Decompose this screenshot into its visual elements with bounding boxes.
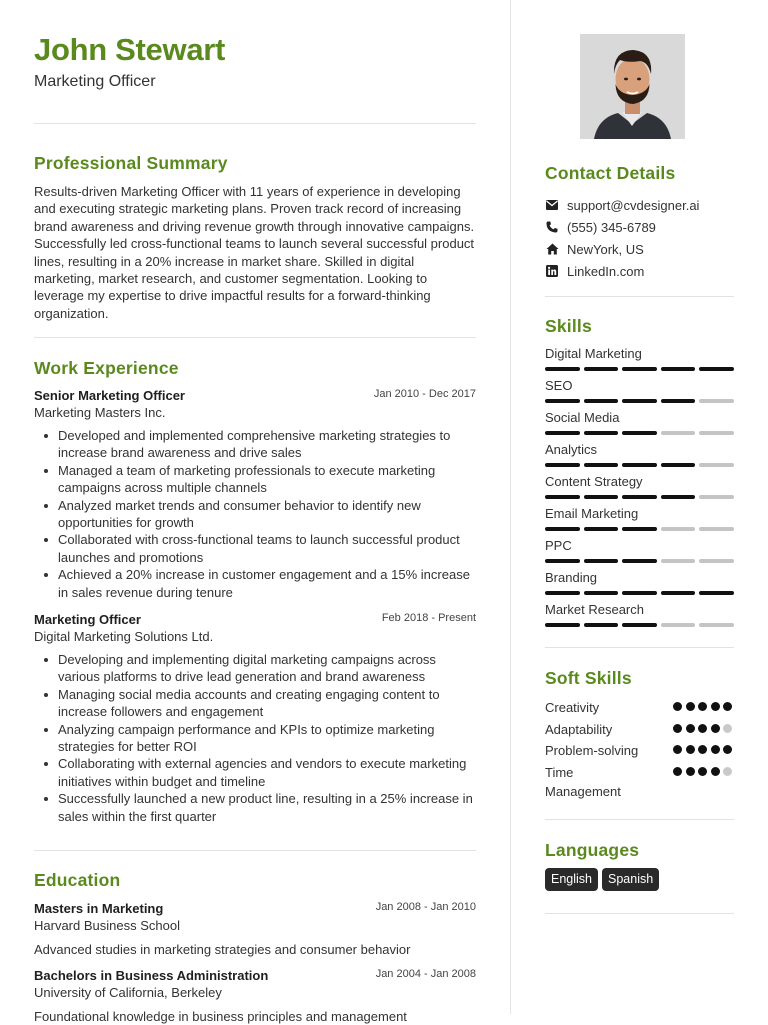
bullet-item: Analyzed market trends and consumer behavior to identify new opportunities for growth [34, 497, 476, 532]
skill-item [545, 410, 734, 435]
skill-bar-segment [545, 495, 580, 499]
education-entry [34, 967, 476, 1025]
rating-dot [698, 724, 707, 733]
skill-bar-segment [545, 591, 580, 595]
languages-heading: Languages [545, 840, 640, 860]
soft-skills-divider [545, 819, 734, 820]
skill-bar-segment [661, 431, 696, 435]
candidate-title: Marketing Officer [34, 73, 156, 90]
skills-heading: Skills [545, 316, 592, 336]
rating-dot [673, 724, 682, 733]
skill-bar-segment [622, 623, 657, 627]
education-entry [34, 900, 476, 958]
contact-email[interactable] [545, 196, 699, 214]
envelope-icon [545, 198, 559, 212]
bullet-item: Achieved a 20% increase in customer engagement and a 15% increase in sales revenue during tenure [34, 566, 476, 601]
skill-bar-segment [699, 431, 734, 435]
skill-bar-segment [699, 367, 734, 371]
skill-bar-segment [622, 367, 657, 371]
contact-email-text: support@cvdesigner.ai [567, 197, 700, 213]
skill-level-bar [545, 367, 734, 371]
skill-bar-segment [661, 495, 696, 499]
skill-bar-segment [584, 367, 619, 371]
rating-dot [673, 702, 682, 711]
skill-bar-segment [545, 431, 580, 435]
skill-bar-segment [661, 399, 696, 403]
degree-date: Jan 2008 - Jan 2010 [375, 901, 476, 913]
contact-location [545, 240, 644, 258]
skill-bar-segment [699, 591, 734, 595]
skill-bar-segment [622, 463, 657, 467]
skill-name: SEO [545, 378, 573, 393]
skill-bar-segment [584, 623, 619, 627]
skill-level-bar [545, 495, 734, 499]
skill-level-bar [545, 559, 734, 563]
bullet-item: Collaborated with cross-functional teams to launch successful product launches and promotions [34, 531, 476, 566]
skill-bar-segment [699, 527, 734, 531]
skill-bar-segment [545, 527, 580, 531]
summary-heading: Professional Summary [34, 153, 228, 173]
school-name: University of California, Berkeley [34, 985, 222, 1000]
job-role: Marketing Officer [34, 612, 141, 627]
languages-divider [545, 913, 734, 914]
portrait-image [580, 34, 685, 139]
soft-skill-rating [673, 745, 732, 754]
skill-level-bar [545, 399, 734, 403]
rating-dot [673, 767, 682, 776]
languages-list [545, 868, 659, 891]
skill-level-bar [545, 591, 734, 595]
soft-skill-item [545, 720, 734, 739]
job-date: Jan 2010 - Dec 2017 [373, 388, 476, 400]
contact-phone[interactable] [545, 218, 656, 236]
skill-bar-segment [545, 367, 580, 371]
header-divider [34, 123, 476, 124]
language-badge: English [545, 868, 598, 891]
bullet-item: Analyzing campaign performance and KPIs to optimize marketing strategies for better ROI [34, 721, 476, 756]
job-role: Senior Marketing Officer [34, 388, 185, 403]
skills-divider [545, 647, 734, 648]
job-bullets [34, 651, 476, 825]
bullet-item: Successfully launched a new product line, resulting in a 25% increase in sales within the first quarter [34, 790, 476, 825]
rating-dot [723, 767, 732, 776]
skill-bar-segment [545, 463, 580, 467]
skill-item [545, 346, 734, 371]
summary-divider [34, 337, 476, 338]
skill-bar-segment [622, 591, 657, 595]
skill-bar-segment [699, 463, 734, 467]
skill-item [545, 570, 734, 595]
experience-entry [34, 387, 476, 601]
skill-bar-segment [584, 431, 619, 435]
candidate-name: John Stewart [34, 32, 226, 67]
soft-skill-rating [673, 724, 732, 733]
soft-skill-item [545, 741, 734, 760]
job-date: Feb 2018 - Present [381, 612, 476, 624]
skill-item [545, 538, 734, 563]
school-name: Harvard Business School [34, 918, 180, 933]
skill-bar-segment [661, 367, 696, 371]
skill-bar-segment [622, 399, 657, 403]
skill-bar-segment [545, 623, 580, 627]
rating-dot [686, 702, 695, 711]
skill-item [545, 474, 734, 499]
skill-bar-segment [584, 495, 619, 499]
phone-icon [545, 220, 559, 234]
rating-dot [698, 702, 707, 711]
skill-bar-segment [699, 399, 734, 403]
skill-level-bar [545, 431, 734, 435]
skill-bar-segment [661, 623, 696, 627]
education-heading: Education [34, 870, 121, 890]
contact-divider [545, 296, 734, 297]
contact-heading: Contact Details [545, 163, 676, 183]
skill-level-bar [545, 623, 734, 627]
contact-linkedin[interactable] [545, 262, 644, 280]
skill-bar-segment [661, 559, 696, 563]
rating-dot [686, 724, 695, 733]
soft-skill-name: Adaptability [545, 722, 613, 737]
skill-name: Social Media [545, 410, 620, 425]
degree-description: Foundational knowledge in business principles and management [34, 1009, 407, 1024]
skill-name: Branding [545, 570, 598, 585]
skill-bar-segment [545, 559, 580, 563]
bullet-item: Developing and implementing digital marketing campaigns across various platforms to drive lead generation and brand awareness [34, 651, 476, 686]
rating-dot [698, 745, 707, 754]
rating-dot [711, 724, 720, 733]
job-bullets [34, 427, 476, 601]
soft-skill-rating [673, 767, 732, 776]
skill-item [545, 442, 734, 467]
profile-photo [580, 34, 685, 139]
skill-bar-segment [584, 591, 619, 595]
job-company: Marketing Masters Inc. [34, 405, 166, 420]
experience-entry [34, 611, 476, 825]
skill-name: Content Strategy [545, 474, 643, 489]
experience-divider [34, 850, 476, 851]
rating-dot [723, 724, 732, 733]
skill-bar-segment [622, 495, 657, 499]
job-company: Digital Marketing Solutions Ltd. [34, 629, 214, 644]
skill-bar-segment [584, 399, 619, 403]
bullet-item: Developed and implemented comprehensive marketing strategies to increase brand awareness and drive sales [34, 427, 476, 462]
soft-skill-name: Time Management [545, 765, 621, 799]
soft-skill-name: Creativity [545, 700, 600, 715]
skill-bar-segment [699, 495, 734, 499]
skill-bar-segment [661, 527, 696, 531]
skill-bar-segment [661, 591, 696, 595]
rating-dot [686, 767, 695, 776]
skill-name: Market Research [545, 602, 644, 617]
skill-bar-segment [622, 559, 657, 563]
skill-bar-segment [699, 559, 734, 563]
soft-skills-heading: Soft Skills [545, 668, 632, 688]
skill-item [545, 378, 734, 403]
skill-bar-segment [622, 431, 657, 435]
skill-bar-segment [584, 527, 619, 531]
experience-heading: Work Experience [34, 358, 179, 378]
skill-item [545, 506, 734, 531]
soft-skill-item [545, 698, 734, 717]
soft-skill-item [545, 763, 734, 801]
skill-bar-segment [661, 463, 696, 467]
bullet-item: Managed a team of marketing professionals to execute marketing campaigns across multiple channels [34, 462, 476, 497]
linkedin-icon [545, 264, 559, 278]
skill-name: Digital Marketing [545, 346, 642, 361]
language-badge: Spanish [602, 868, 659, 891]
contact-phone-text: (555) 345-6789 [567, 219, 656, 235]
rating-dot [686, 745, 695, 754]
home-icon [545, 242, 559, 256]
soft-skill-name: Problem-solving [545, 743, 639, 758]
skill-bar-segment [699, 623, 734, 627]
skill-level-bar [545, 463, 734, 467]
skill-name: Analytics [545, 442, 598, 457]
skill-bar-segment [584, 463, 619, 467]
contact-linkedin-text: LinkedIn.com [567, 263, 645, 279]
skill-item [545, 602, 734, 627]
rating-dot [711, 745, 720, 754]
rating-dot [711, 767, 720, 776]
degree-name: Masters in Marketing [34, 901, 164, 916]
rating-dot [711, 702, 720, 711]
skill-bar-segment [622, 527, 657, 531]
skill-bar-segment [545, 399, 580, 403]
soft-skill-rating [673, 702, 732, 711]
column-divider [510, 0, 511, 1014]
bullet-item: Collaborating with external agencies and vendors to execute marketing initiatives within budget and timeline [34, 755, 476, 790]
summary-text: Results-driven Marketing Officer with 11 years of experience in developing and executing strategic marketing plans. Proven track record of increasing brand awareness and driving revenue growth through innovative campaigns. Successfully led cross-functional teams to launch several successful product lines, resulting in a 20% increase in market share. Skilled in digital marketing, market research, and customer segmentation. Looking to leverage my expertise to drive impactful results for a forward-thinking organization. [34, 184, 475, 321]
skill-level-bar [545, 527, 734, 531]
skill-bar-segment [584, 559, 619, 563]
rating-dot [723, 702, 732, 711]
skill-name: PPC [545, 538, 572, 553]
skill-name: Email Marketing [545, 506, 639, 521]
bullet-item: Managing social media accounts and creating engaging content to increase followers and engagement [34, 686, 476, 721]
degree-name: Bachelors in Business Administration [34, 968, 269, 983]
rating-dot [673, 745, 682, 754]
rating-dot [698, 767, 707, 776]
degree-description: Advanced studies in marketing strategies and consumer behavior [34, 942, 411, 957]
contact-location-text: NewYork, US [567, 241, 644, 257]
rating-dot [723, 745, 732, 754]
degree-date: Jan 2004 - Jan 2008 [375, 968, 476, 980]
